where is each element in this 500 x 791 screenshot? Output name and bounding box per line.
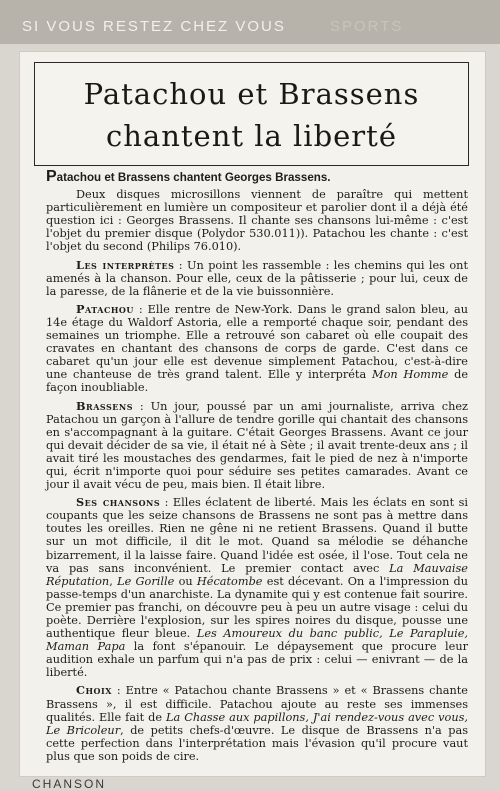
- choix-label: Choix: [76, 683, 112, 698]
- chansons-text-2: est décevant. On a l'impression du passe-temps d'un anarchiste. La dynamite qui y est contenue fait sourire. Ce premier pas franchi, on découvre peu à peu un autre visage : celui du poète. Derrière l'explosion, sur les spires noires du disque, pousse une authentique fleur bleue.: [46, 574, 469, 641]
- subheading-text: atachou et Brassens chantent Georges Brassens.: [56, 171, 331, 184]
- chansons-ou: ou: [174, 574, 197, 588]
- patachou-text-end: de façon inoubliable.: [46, 368, 468, 395]
- choix-text-2: , de petits chefs-d'œuvre. Le disque de Brassens n'a pas cette perfection dans l'interprétation mais l'évasion qu'il procure vaut plus que son poids de cire.: [46, 723, 468, 763]
- interpretes-paragraph: [46, 259, 468, 298]
- article-page: [20, 52, 485, 776]
- chansons-text-1: : Elles éclatent de liberté. Mais les éclats en sont si coupants que les seize chansons de Brassens ne sont pas à mettre dans toutes les oreilles. Rien ne gêne ni ne retient Brassens. Quand il butte sur un mot difficile, il dit le mot. Quand sa mélodie se déhanche bizarrement, il la laisse faire. Quand l'idée est osée, il l'ose. Tout cela ne va pas sans inconvénient. Le premier contact avec: [46, 496, 468, 575]
- brassens-label: Brassens: [76, 398, 133, 413]
- interpretes-text: : Un point les rassemble : les chemins qui les ont amenés à la chanson. Pour elle, ceux de la pâtisserie ; pour lui, ceux de la paresse, de la flânerie et de la vie buissonnière.: [46, 258, 468, 298]
- footer-section-word: CHANSON: [32, 777, 107, 791]
- subheading-dropcap: P: [46, 168, 57, 185]
- song-le-gorille: Le Gorille: [117, 574, 175, 588]
- patachou-paragraph: [46, 303, 468, 395]
- patachou-label: Patachou: [76, 301, 134, 316]
- title-box: [34, 62, 469, 166]
- patachou-song-title: Mon Homme: [372, 368, 449, 382]
- intro-paragraph: Deux disques microsillons viennent de paraître qui mettent particulièrement en lumière un compositeur et parolier dont il a déjà été question ici : Georges Brassens. Il chante ses chansons lui-même : c'est l'objet du premier disque (Polydor 530.011)). Patachou les chante : c'est l'objet du second (Philips 76.010).: [46, 188, 468, 254]
- article-title-line-2: chantent la liberté: [106, 119, 397, 153]
- article-body: [46, 170, 468, 768]
- song-amoureux-list: Les Amoureux du banc public, Le Parapluie, Maman Papa: [46, 627, 468, 654]
- chansons-text-3: la font s'épanouir. Le dépaysement que procure leur audition exhale un parfum qui n'a pas de prix : celui — enivrant — de la liberté.: [46, 640, 468, 680]
- chansons-label: Ses chansons: [76, 495, 161, 510]
- choix-text-1: : Entre « Patachou chante Brassens » et « Brassens chante Brassens », il est difficile. Patachou ajoute au reste ses immenses qualités. Elle fait de: [46, 684, 468, 724]
- song-mauvaise-reputation: La Mauvaise Réputation: [46, 561, 468, 588]
- brassens-paragraph: [46, 400, 468, 492]
- song-chasse-list: La Chasse aux papillons, J'ai rendez-vous avec vous, Le Bricoleur: [46, 710, 468, 737]
- chansons-paragraph: [46, 496, 468, 679]
- section-header-faded-text: SPORTS: [330, 18, 404, 35]
- song-hecatombe: Hécatombe: [196, 574, 263, 588]
- section-header-title: SI VOUS RESTEZ CHEZ VOUS: [22, 18, 286, 35]
- chansons-comma: ,: [109, 574, 118, 588]
- brassens-text: : Un jour, poussé par un ami journaliste, arriva chez Patachou un garçon à l'allure de tendre gorille qui chantait des chansons en s'accompagnant à la guitare. C'était Georges Brassens. Avant ce jour qui devait décider de sa vie, il était né à Sète ; il avait trente-deux ans ; il avait tiré les moustaches des gendarmes, fait le pied de nez à n'importe qui, écrit n'importe quoi pour séduire ses petites camarades. Avant ce jour il avait vécu de peu, mais bien. Il était libre.: [46, 399, 468, 492]
- article-subheading: [46, 170, 468, 184]
- article-title-line-1: Patachou et Brassens: [83, 77, 420, 111]
- choix-paragraph: [46, 684, 468, 763]
- interpretes-label: Les interprètes: [76, 257, 175, 272]
- section-header-band: [0, 0, 500, 44]
- patachou-text: : Elle rentre de New-York. Dans le grand salon bleu, au 14e étage du Waldorf Astoria, elle a remporté chaque soir, pendant des semaines un triomphe. Elle a retrouvé son cabaret où elle coupait des cravates en chantant des chansons de corps de garde. C'est dans ce cabaret qu'un jour elle est devenue simplement Patachou, c'est-à-dire une chanteuse de très grand talent. Elle y interpréta: [46, 302, 468, 382]
